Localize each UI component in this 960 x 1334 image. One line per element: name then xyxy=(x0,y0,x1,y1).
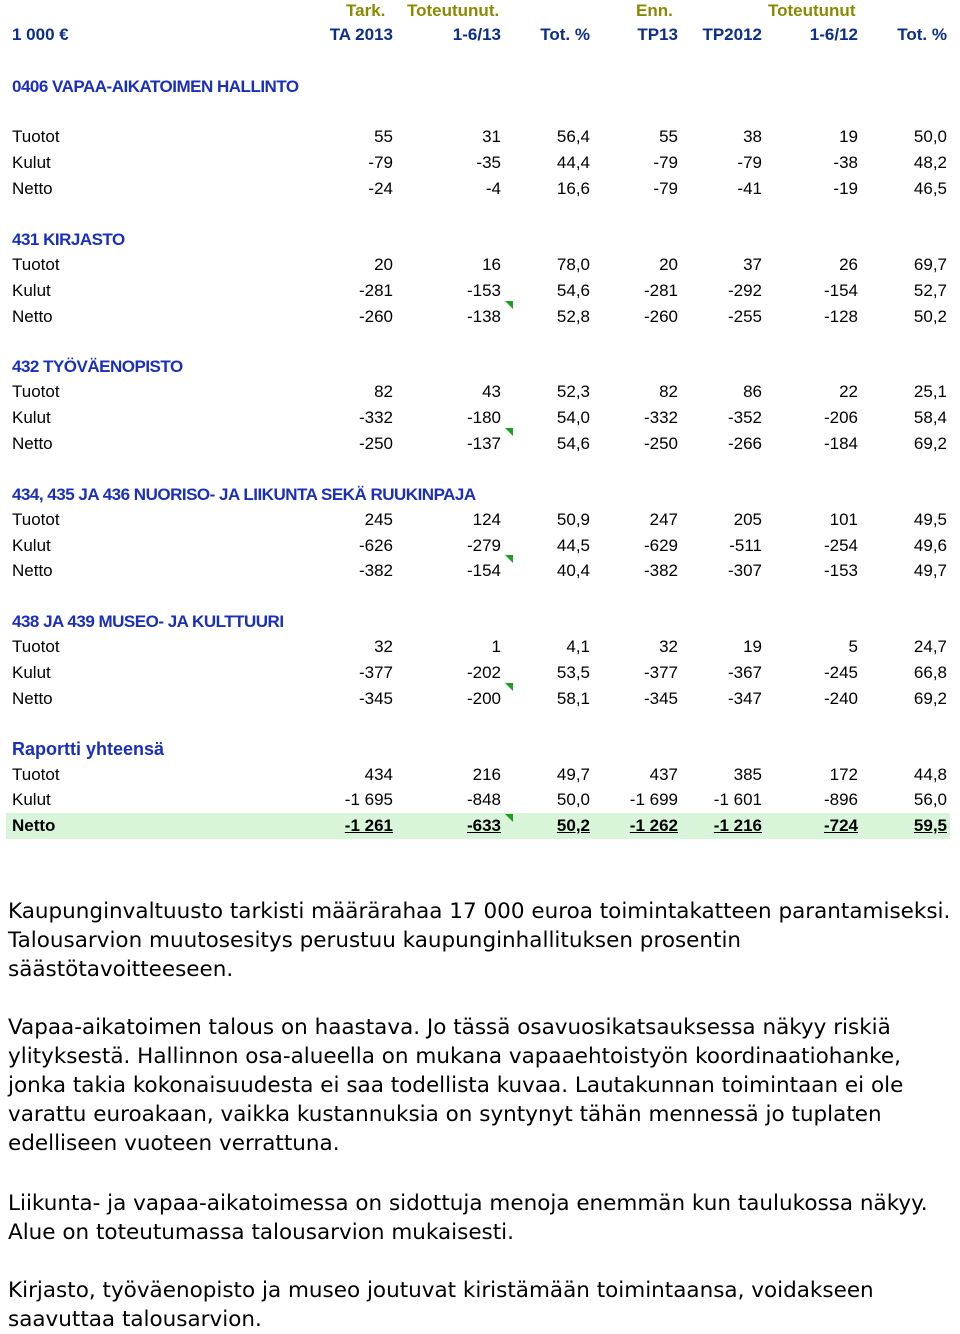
cell-tp2012: -1 216 xyxy=(713,816,762,835)
cell-toteutunut-2012: -153 xyxy=(823,561,858,580)
cell-tot-pct: 50,9 xyxy=(556,510,590,529)
row-label: Kulut xyxy=(12,153,51,172)
row-label: Kulut xyxy=(12,536,51,555)
cell-toteutunut-2013: -154 xyxy=(466,561,501,580)
cell-toteutunut-2013: -137 xyxy=(466,434,501,453)
cell-ta2013: -1 695 xyxy=(344,790,393,809)
cell-tot-pct: 54,6 xyxy=(556,434,590,453)
cell-toteutunut-2012: -245 xyxy=(823,663,858,682)
row-label: Tuotot xyxy=(12,637,60,656)
cell-tot-pct: 54,6 xyxy=(556,281,590,300)
cell-tp13: -629 xyxy=(643,536,678,555)
table-row xyxy=(6,379,950,405)
cell-tot-pct: 44,5 xyxy=(556,536,590,555)
cell-tp2012: 19 xyxy=(743,637,762,656)
cell-tp2012: 37 xyxy=(743,255,762,274)
header-ta2013: TA 2013 xyxy=(329,25,393,44)
cell-tp2012: -511 xyxy=(729,536,762,555)
header-unit: 1 000 € xyxy=(12,25,69,44)
cell-tot-pct: 40,4 xyxy=(556,561,590,580)
cell-tp13: 247 xyxy=(649,510,678,529)
cell-tot-pct-prev: 69,2 xyxy=(913,689,947,708)
cell-tp13: 20 xyxy=(659,255,678,274)
cell-ta2013: -332 xyxy=(358,408,393,427)
cell-toteutunut-2012: -896 xyxy=(823,790,858,809)
cell-tp13: -260 xyxy=(643,307,678,326)
comment-marker-icon[interactable] xyxy=(505,301,513,309)
cell-ta2013: -281 xyxy=(358,281,393,300)
cell-toteutunut-2013: -202 xyxy=(466,663,501,682)
cell-ta2013: -1 261 xyxy=(344,816,393,835)
cell-tot-pct-prev: 24,7 xyxy=(913,637,947,656)
row-label: Netto xyxy=(12,307,53,326)
cell-ta2013: 32 xyxy=(374,637,393,656)
cell-tp13: -79 xyxy=(653,153,678,172)
cell-toteutunut-2012: -128 xyxy=(823,307,858,326)
cell-toteutunut-2013: -200 xyxy=(466,689,501,708)
cell-toteutunut-2013: -279 xyxy=(466,536,501,555)
row-label: Kulut xyxy=(12,408,51,427)
cell-toteutunut-2013: 124 xyxy=(472,510,501,529)
cell-toteutunut-2013: -633 xyxy=(466,816,501,835)
row-label: Netto xyxy=(12,561,53,580)
table-row xyxy=(6,150,950,176)
cell-tp13: 437 xyxy=(649,765,678,784)
cell-tp2012: -307 xyxy=(727,561,762,580)
table-row xyxy=(6,278,950,304)
cell-tp13: -382 xyxy=(643,561,678,580)
header-tot-pct: Tot. % xyxy=(540,25,590,44)
cell-toteutunut-2013: -4 xyxy=(485,179,501,198)
cell-tp2012: -266 xyxy=(727,434,762,453)
commentary-paragraph: Kaupunginvaltuusto tarkisti määrärahaa 17 000 euroa toimintakatteen parantamiseksi. Talousarvion muutosesitys perustuu kaupunginhallituksen prosentin säästötavoitteeseen. xyxy=(8,899,951,982)
commentary-paragraph: Liikunta- ja vapaa-aikatoimessa on sidottuja menoja enemmän kun taulukossa näkyy. Alue on toteutumassa talousarvion mukaisesti. xyxy=(8,1191,928,1245)
cell-toteutunut-2012: -206 xyxy=(823,408,858,427)
table-row xyxy=(6,124,950,150)
table-row xyxy=(6,304,950,330)
cell-toteutunut-2012: -254 xyxy=(823,536,858,555)
cell-toteutunut-2013: -35 xyxy=(476,153,501,172)
cell-toteutunut-2012: 26 xyxy=(839,255,858,274)
cell-tot-pct-prev: 44,8 xyxy=(913,765,947,784)
header-toteutunut-1-6-13: 1-6/13 xyxy=(452,25,501,44)
cell-tot-pct-prev: 69,2 xyxy=(913,434,947,453)
row-label: Netto xyxy=(12,179,53,198)
cell-toteutunut-2013: -153 xyxy=(466,281,501,300)
cell-toteutunut-2012: -38 xyxy=(833,153,858,172)
cell-tp13: -250 xyxy=(643,434,678,453)
row-label: Tuotot xyxy=(12,765,60,784)
cell-tp13: -281 xyxy=(643,281,678,300)
row-label: Netto xyxy=(12,816,56,835)
table-row xyxy=(6,252,950,278)
comment-marker-icon[interactable] xyxy=(505,814,513,822)
cell-toteutunut-2013: 43 xyxy=(482,382,501,401)
cell-toteutunut-2012: -154 xyxy=(823,281,858,300)
header-toteutunut: Toteutunut. xyxy=(407,1,500,20)
cell-tp2012: -347 xyxy=(727,689,762,708)
comment-marker-icon[interactable] xyxy=(505,683,513,691)
section-title-museo-kulttuuri: 438 JA 439 MUSEO- JA KULTTUURI xyxy=(12,612,284,631)
cell-tot-pct: 58,1 xyxy=(556,689,590,708)
cell-ta2013: -377 xyxy=(358,663,393,682)
table-row xyxy=(6,507,950,533)
cell-tot-pct: 54,0 xyxy=(556,408,590,427)
table-row xyxy=(6,787,950,813)
cell-toteutunut-2012: -240 xyxy=(823,689,858,708)
cell-toteutunut-2013: -180 xyxy=(466,408,501,427)
cell-toteutunut-2012: 22 xyxy=(839,382,858,401)
row-label: Tuotot xyxy=(12,510,60,529)
cell-tot-pct: 44,4 xyxy=(556,153,590,172)
total-netto-row xyxy=(6,813,950,839)
cell-ta2013: -24 xyxy=(368,179,393,198)
row-label: Kulut xyxy=(12,790,51,809)
cell-toteutunut-2012: -724 xyxy=(823,816,858,835)
cell-tp13: -79 xyxy=(653,179,678,198)
cell-toteutunut-2013: -138 xyxy=(466,307,501,326)
cell-ta2013: 82 xyxy=(374,382,393,401)
cell-tot-pct-prev: 49,5 xyxy=(913,510,947,529)
cell-toteutunut-2013: 31 xyxy=(482,127,501,146)
cell-toteutunut-2012: 5 xyxy=(848,637,858,656)
cell-tot-pct-prev: 25,1 xyxy=(913,382,947,401)
section-title-raportti-yhteensa: Raportti yhteensä xyxy=(12,739,165,759)
cell-tot-pct: 50,0 xyxy=(556,790,590,809)
cell-ta2013: -626 xyxy=(358,536,393,555)
row-label: Tuotot xyxy=(12,382,60,401)
cell-tot-pct: 49,7 xyxy=(556,765,590,784)
section-title-nuoriso-liikunta: 434, 435 JA 436 NUORISO- JA LIIKUNTA SEKÄ RUUKINPAJA xyxy=(12,485,476,504)
cell-ta2013: 434 xyxy=(364,765,393,784)
cell-tp2012: -352 xyxy=(727,408,762,427)
cell-tp2012: -41 xyxy=(737,179,762,198)
cell-tot-pct-prev: 49,6 xyxy=(913,536,947,555)
cell-toteutunut-2013: 216 xyxy=(472,765,501,784)
row-label: Kulut xyxy=(12,663,51,682)
cell-tot-pct-prev: 46,5 xyxy=(913,179,947,198)
table-row xyxy=(6,634,950,660)
cell-tot-pct-prev: 59,5 xyxy=(913,816,947,835)
cell-tp13: -1 699 xyxy=(629,790,678,809)
cell-tot-pct-prev: 66,8 xyxy=(913,663,947,682)
cell-tot-pct-prev: 50,0 xyxy=(913,127,947,146)
cell-tp2012: -292 xyxy=(727,281,762,300)
cell-tp13: -345 xyxy=(643,689,678,708)
cell-toteutunut-2012: -19 xyxy=(833,179,858,198)
cell-tp2012: -255 xyxy=(727,307,762,326)
header-tot-pct-prev: Tot. % xyxy=(897,25,947,44)
cell-ta2013: -79 xyxy=(368,153,393,172)
cell-ta2013: 55 xyxy=(374,127,393,146)
cell-ta2013: 20 xyxy=(374,255,393,274)
table-row xyxy=(6,405,950,431)
table-row xyxy=(6,431,950,457)
cell-ta2013: -250 xyxy=(358,434,393,453)
header-tp13: TP13 xyxy=(637,25,678,44)
cell-tot-pct: 4,1 xyxy=(566,637,590,656)
row-label: Tuotot xyxy=(12,127,60,146)
cell-toteutunut-2012: 172 xyxy=(829,765,858,784)
comment-marker-icon[interactable] xyxy=(505,555,513,563)
cell-tp2012: 205 xyxy=(733,510,762,529)
cell-tp13: 82 xyxy=(659,382,678,401)
section-title-hallinto: 0406 VAPAA-AIKATOIMEN HALLINTO xyxy=(12,77,299,96)
commentary-paragraph: Vapaa-aikatoimen talous on haastava. Jo tässä osavuosikatsauksessa näkyy riskiä ylityksestä. Hallinnon osa-alueella on mukana vapaaehtoistyön koordinaatiohanke, jonka takia kokonaisuudesta ei saa todellista kuvaa. Lautakunnan toimintaan ei ole varattu euroakaan, vaikka kustannuksia on syntynyt tähän mennessä jo tuplaten edelliseen vuoteen verrattuna. xyxy=(8,1015,904,1156)
cell-tp13: -332 xyxy=(643,408,678,427)
cell-ta2013: 245 xyxy=(364,510,393,529)
cell-toteutunut-2013: -848 xyxy=(466,790,501,809)
section-title-tyovaenopisto: 432 TYÖVÄENOPISTO xyxy=(12,357,183,376)
cell-tot-pct-prev: 49,7 xyxy=(913,561,947,580)
cell-tot-pct-prev: 69,7 xyxy=(913,255,947,274)
row-label: Netto xyxy=(12,689,53,708)
cell-tp2012: 38 xyxy=(743,127,762,146)
cell-tp2012: 86 xyxy=(743,382,762,401)
cell-tot-pct: 53,5 xyxy=(556,663,590,682)
table-row xyxy=(6,660,950,686)
cell-tot-pct-prev: 52,7 xyxy=(913,281,947,300)
cell-tot-pct-prev: 48,2 xyxy=(913,153,947,172)
row-label: Kulut xyxy=(12,281,51,300)
header-toteutunut-1-6-12: 1-6/12 xyxy=(809,25,858,44)
cell-tp13: 55 xyxy=(659,127,678,146)
cell-tot-pct: 56,4 xyxy=(556,127,590,146)
cell-tot-pct: 16,6 xyxy=(556,179,590,198)
row-label: Tuotot xyxy=(12,255,60,274)
cell-tp13: 32 xyxy=(659,637,678,656)
table-row xyxy=(6,762,950,788)
table-row xyxy=(6,533,950,559)
cell-tp2012: 385 xyxy=(733,765,762,784)
cell-toteutunut-2012: -184 xyxy=(823,434,858,453)
cell-ta2013: -345 xyxy=(358,689,393,708)
cell-tot-pct: 78,0 xyxy=(556,255,590,274)
header-tp2012: TP2012 xyxy=(702,25,762,44)
cell-ta2013: -260 xyxy=(358,307,393,326)
cell-tp2012: -367 xyxy=(727,663,762,682)
cell-toteutunut-2013: 1 xyxy=(491,637,501,656)
header-enn: Enn. xyxy=(636,1,673,20)
table-row xyxy=(6,558,950,584)
table-row xyxy=(6,176,950,202)
cell-tp13: -377 xyxy=(643,663,678,682)
table-row xyxy=(6,686,950,712)
cell-toteutunut-2012: 101 xyxy=(829,510,858,529)
row-label: Netto xyxy=(12,434,53,453)
commentary-paragraph: Kirjasto, työväenopisto ja museo joutuvat kiristämään toimintaansa, voidakseen saavuttaa talousarvion. xyxy=(8,1278,874,1332)
cell-tot-pct-prev: 56,0 xyxy=(913,790,947,809)
cell-tot-pct-prev: 50,2 xyxy=(913,307,947,326)
section-title-kirjasto: 431 KIRJASTO xyxy=(12,230,125,249)
cell-ta2013: -382 xyxy=(358,561,393,580)
cell-tp2012: -1 601 xyxy=(713,790,762,809)
cell-tp13: -1 262 xyxy=(629,816,678,835)
cell-toteutunut-2013: 16 xyxy=(482,255,501,274)
cell-tot-pct: 52,3 xyxy=(556,382,590,401)
cell-tot-pct: 50,2 xyxy=(556,816,590,835)
cell-tot-pct: 52,8 xyxy=(556,307,590,326)
cell-tot-pct-prev: 58,4 xyxy=(913,408,947,427)
cell-tp2012: -79 xyxy=(737,153,762,172)
header-tark: Tark. xyxy=(346,1,386,20)
cell-toteutunut-2012: 19 xyxy=(839,127,858,146)
comment-marker-icon[interactable] xyxy=(505,428,513,436)
header-toteutunut-prev: Toteutunut xyxy=(768,1,856,20)
